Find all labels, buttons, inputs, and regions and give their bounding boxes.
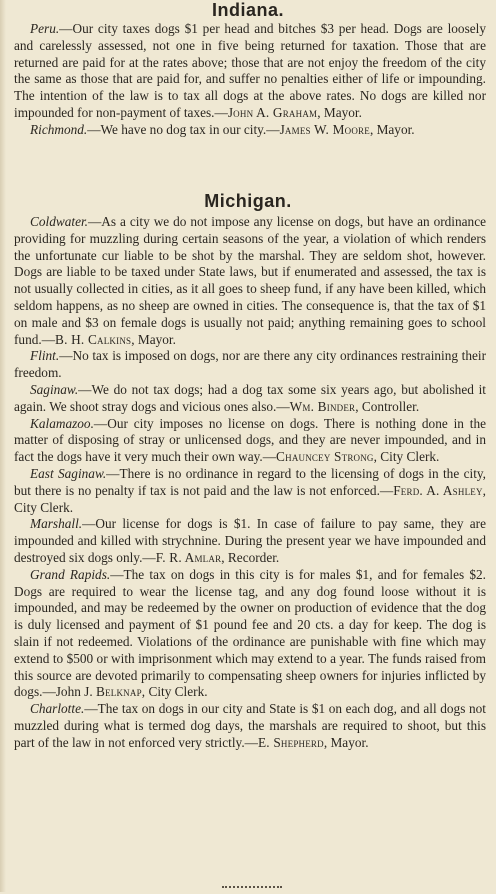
entry-signature-title: , Mayor. [369, 121, 415, 137]
place-name: Flint. [30, 348, 60, 364]
indiana-column [14, 21, 486, 139]
entry-signature-title: , Recorder. [221, 549, 280, 565]
entry-signature: E. Shepherd [257, 734, 324, 750]
entry-signature-title: , Mayor. [131, 331, 176, 347]
entry-text: —We do not tax dogs; had a dog tax some six years ago, but abolished it again. We shoot stray dogs and vicious ones also.— [14, 381, 486, 414]
entry-text: —As a city we do not impose any license on dogs, but have an ordinance providing for muzzling during certain seasons of the year, a violation of which renders the unfortunate cur liable to be shot by the marshal. They are seldom shot, however. Dogs are liable to be taxed under State laws, but if enumerated and assessed, the tax is not usually collected in cities, as it all goes to sheep fund, if any have been killed, which seldom happens, as no sheep are owned in cities. The consequence is, that the tax of $1 on male and $3 on female dogs is usually not paid; anything remaining goes to school fund.— [14, 214, 486, 347]
entry-signature-title: , Mayor. [323, 734, 369, 750]
section-heading-michigan: Michigan. [204, 191, 292, 211]
michigan-column [14, 214, 486, 752]
next-heading-fragment [222, 886, 282, 894]
place-name: Saginaw. [30, 381, 79, 397]
entry-signature: Chauncey Strong [276, 449, 374, 465]
entry-flint [14, 348, 486, 382]
place-name: East Saginaw. [30, 465, 107, 481]
entry-signature: B. H. Calkins [55, 331, 132, 347]
place-name: Coldwater. [30, 214, 88, 229]
entry-coldwater [14, 214, 486, 348]
place-name: Charlotte. [30, 701, 85, 717]
entry-signature: Wm. Binder [289, 398, 356, 414]
entry-richmond [14, 122, 486, 139]
entry-text: —We have no dog tax in our city.— [87, 121, 280, 137]
entry-saginaw [14, 382, 486, 416]
entry-marshall [14, 516, 486, 566]
entry-text: —The tax on dogs in this city is for males $1, and for females $2. Dogs are required to wear the license tag, and any dog found loose without it is impounded, and may be redeemed by the owner on production of evidence that the dog is duly licensed and payment of $1 pound fee and 20 cts. a day for keep. The dog is slain if not redeemed. Violations of the ordinance are punishable with fine which may extend to $500 or with imprisonment which may extend to a year. The funds raised from this source are devoted primarily to compensating sheep owners for injuries inflicted by dogs.—John J. [14, 566, 486, 700]
entry-kalamazoo [14, 416, 486, 466]
place-name: Kalamazoo. [30, 415, 94, 431]
entry-text: —Our license for dogs is $1. In case of failure to pay same, they are impounded and killed with strychnine. During the present year we have impounded and destroyed six dogs only.— [14, 516, 486, 565]
entry-signature: Belknap [96, 684, 142, 700]
entry-signature-title: , City Clerk. [373, 449, 440, 465]
entry-text: —Our city imposes no license on dogs. There is nothing done in the matter of disposing of stray or unlicensed dogs, and they are never impounded, and in fact the dogs have it very much their own way.— [14, 415, 486, 465]
place-name: Grand Rapids. [30, 566, 111, 582]
entry-signature-title: , City Clerk. [141, 684, 208, 700]
entry-text: —There is no ordinance in regard to the licensing of dogs in the city, but there is no penalty if tax is not paid and the law is not enforced.— [14, 465, 487, 498]
entry-grand-rapids [14, 567, 486, 701]
entry-text: —No tax is imposed on dogs, nor are there any city ordinances restraining their freedom. [14, 348, 486, 381]
entry-text: —The tax on dogs in our city and State is $1 on each dog, and all dogs not muzzled during what is termed dog days, the marshals are required to shoot, but this part of the law in not enforced very strictly.— [14, 701, 486, 750]
entry-charlotte [14, 701, 486, 751]
page-edge-shadow [0, 0, 6, 892]
entry-signature-title: , Controller. [355, 398, 420, 414]
entry-signature-title: , Mayor. [317, 104, 362, 120]
entry-text: —Our city taxes dogs $1 per head and bitches $3 per head. Dogs are loosely and carelessly assessed, not one in five being returned for taxation. Those that are returned are paid for at the rates above; those that are not enjoy the freedom of the city the same as those that are paid for, and suffer no penalties either of life or impounding. The intention of the law is to tax all dogs at the above rates. No dogs are killed nor impounded for non-payment of taxes.— [14, 21, 486, 120]
entry-signature-title: , City Clerk. [14, 482, 486, 515]
entry-signature: John A. Graham [227, 104, 318, 120]
entry-signature: F. R. Amlar [155, 549, 222, 565]
entry-peru [14, 21, 486, 122]
entry-signature: James W. Moore [279, 121, 370, 137]
entry-east-saginaw [14, 466, 486, 516]
place-name: Marshall. [30, 516, 83, 532]
entry-signature: Ferd. A. Ashley [393, 482, 483, 498]
place-name: Peru. [30, 21, 60, 36]
section-heading-indiana: Indiana. [211, 0, 284, 20]
place-name: Richmond. [30, 121, 88, 137]
